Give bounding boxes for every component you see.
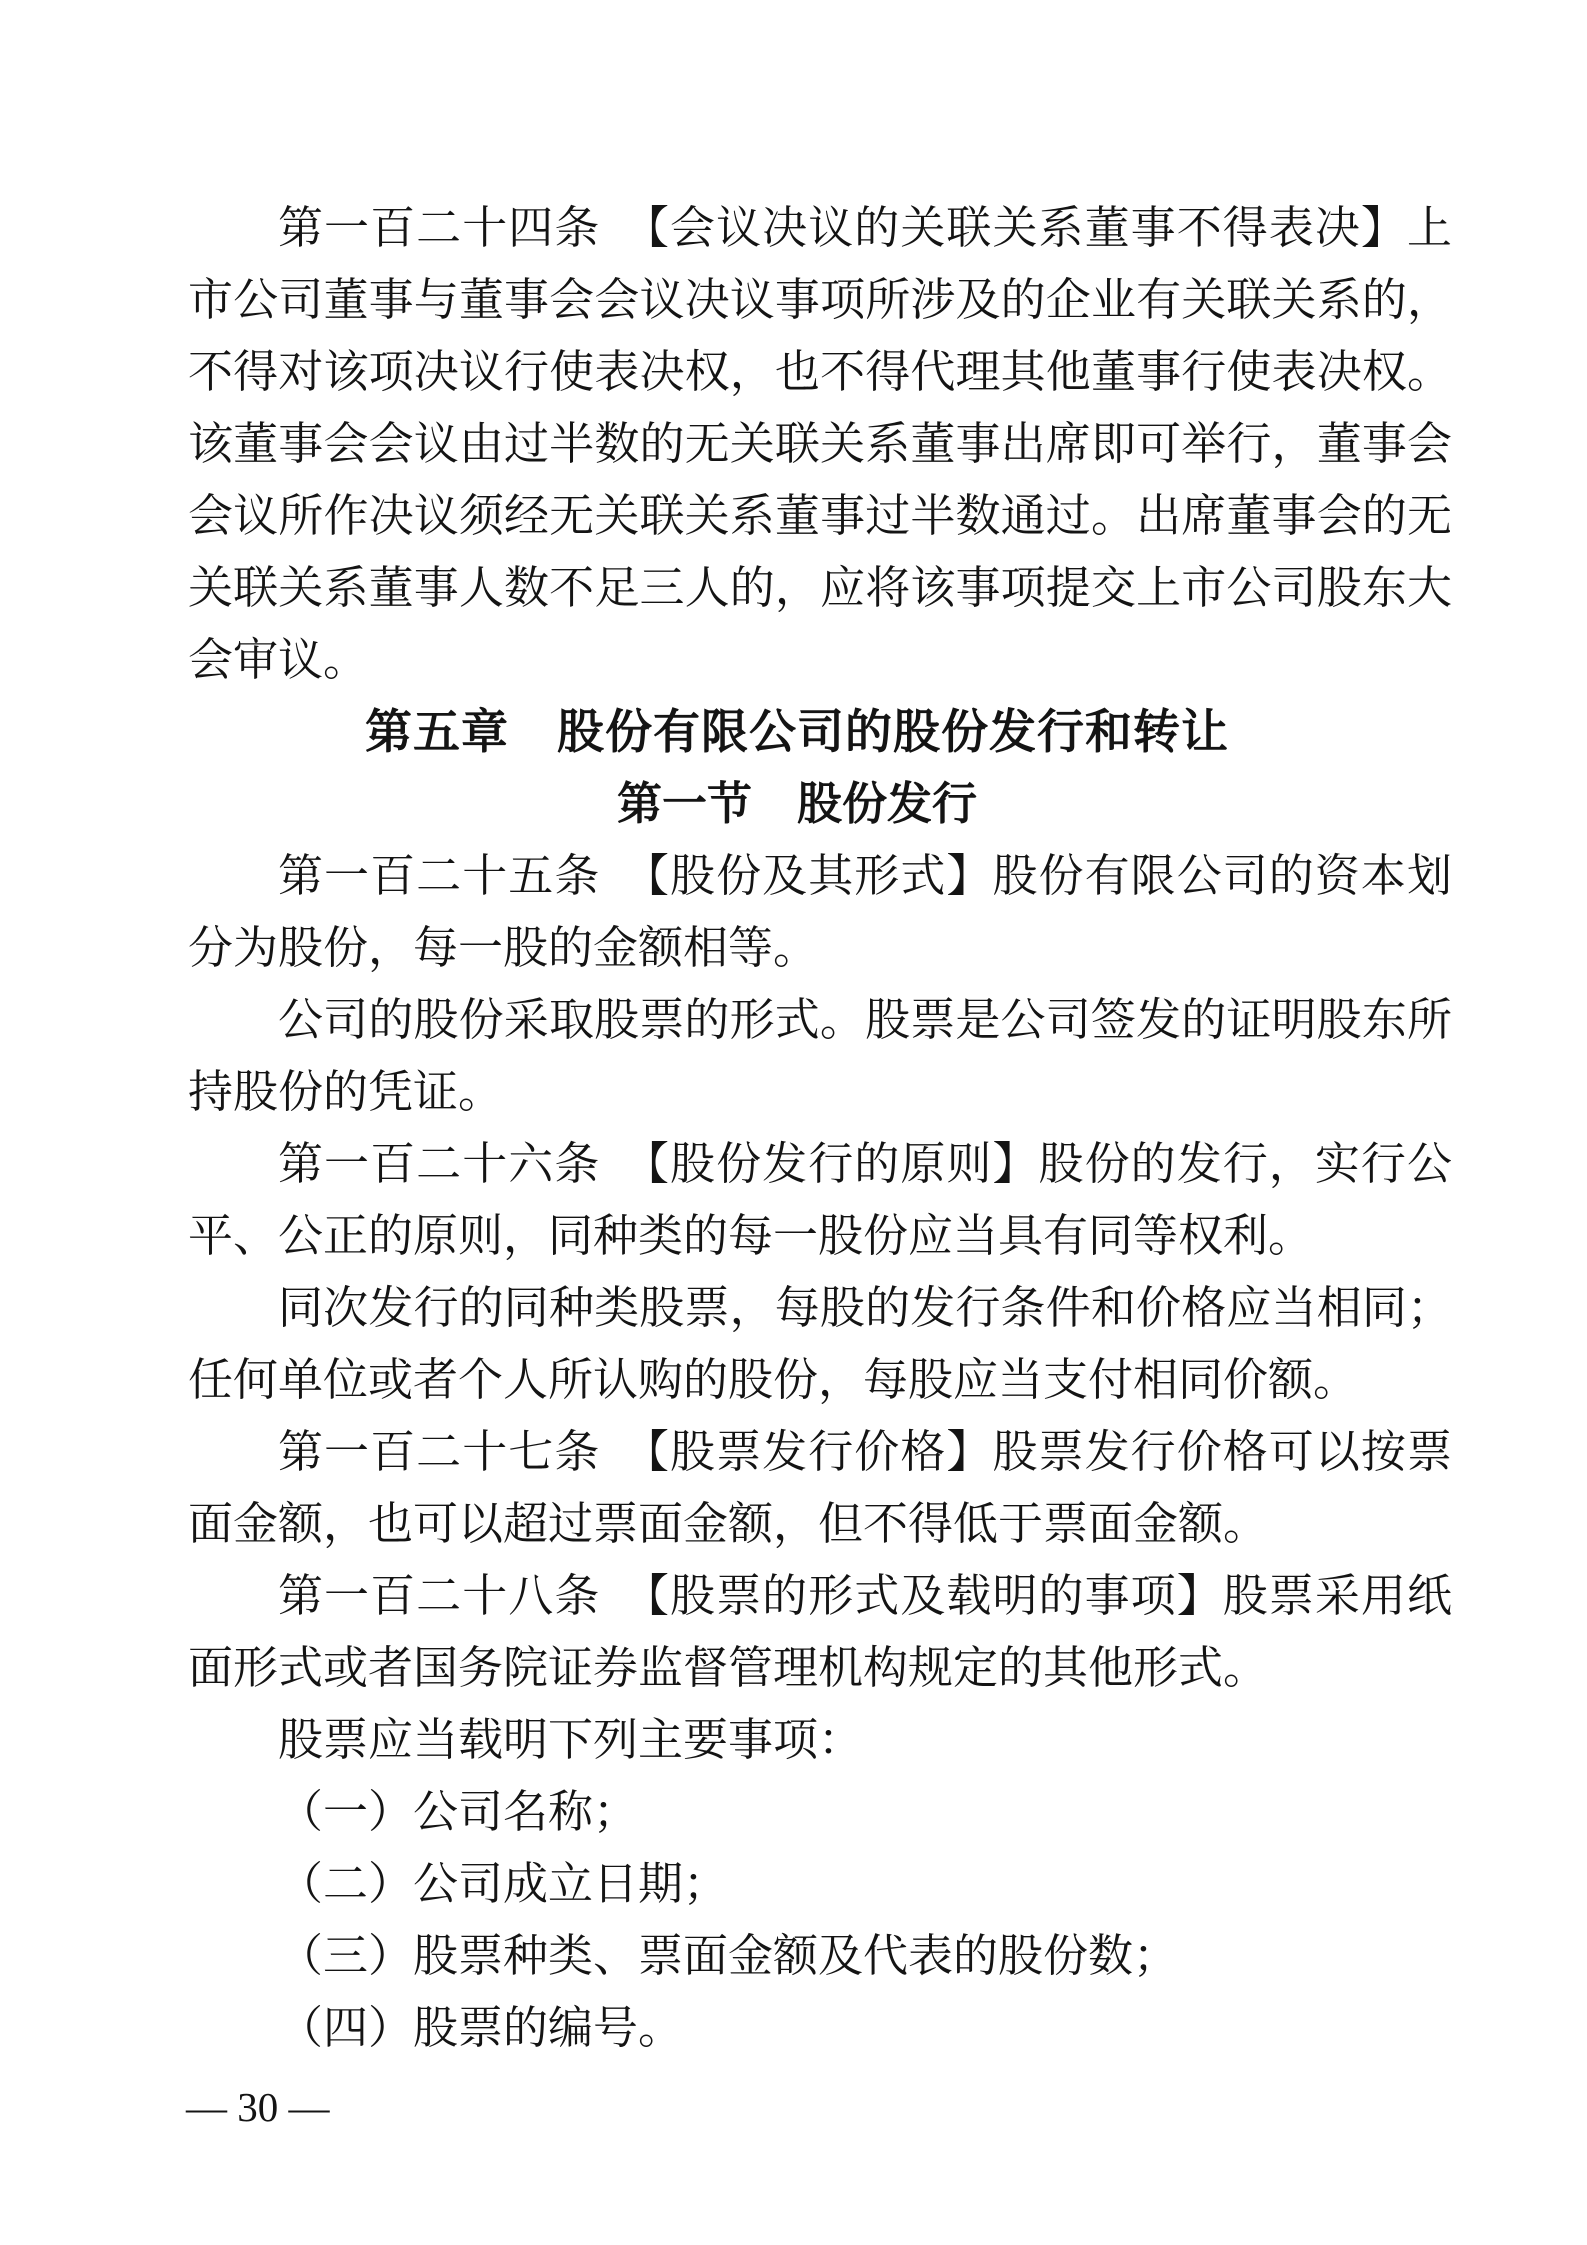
chapter-5-heading: 第五章 股份有限公司的股份发行和转让 bbox=[365, 705, 1229, 758]
article-125-paragraph: 第一百二十五条 【股份及其形式】股份有限公司的资本划分为股份，每一股的金额相等。 bbox=[188, 851, 1452, 973]
list-item-3: （三）股票种类、票面金额及代表的股份数； bbox=[278, 1931, 1179, 1981]
article-124-paragraph: 第一百二十四条 【会议决议的关联关系董事不得表决】上市公司董事与董事会会议决议事项所涉及的企业有关联关系的，不得对该项决议行使表决权，也不得代理其他董事行使表决权。该董事会会议由过半数的无关联关系董事出席即可举行，董事会会议所作决议须经无关联关系董事过半数通过。出席董事会的无关联关系董事人数不足三人的，应将该事项提交上市公司股东大会审议。 bbox=[188, 203, 1452, 685]
article-126-paragraph-2: 同次发行的同种类股票，每股的发行条件和价格应当相同；任何单位或者个人所认购的股份，每股应当支付相同价额。 bbox=[188, 1283, 1452, 1405]
article-128-intro-line: 股票应当载明下列主要事项： bbox=[278, 1715, 864, 1765]
list-item-2: （二）公司成立日期； bbox=[278, 1859, 729, 1909]
article-125-paragraph-2: 公司的股份采取股票的形式。股票是公司签发的证明股东所持股份的凭证。 bbox=[188, 995, 1452, 1117]
article-126-paragraph: 第一百二十六条 【股份发行的原则】股份的发行，实行公平、公正的原则，同种类的每一股份应当具有同等权利。 bbox=[188, 1139, 1452, 1261]
document-body bbox=[188, 192, 1452, 2064]
page-number: — 30 — bbox=[186, 2084, 330, 2130]
article-127-paragraph: 第一百二十七条 【股票发行价格】股票发行价格可以按票面金额，也可以超过票面金额，但不得低于票面金额。 bbox=[188, 1427, 1452, 1549]
article-128-paragraph: 第一百二十八条 【股票的形式及载明的事项】股票采用纸面形式或者国务院证券监督管理机构规定的其他形式。 bbox=[188, 1571, 1452, 1693]
list-item-1: （一）公司名称； bbox=[278, 1787, 639, 1837]
section-1-heading: 第一节 股份发行 bbox=[616, 779, 977, 829]
list-item-4: （四）股票的编号。 bbox=[278, 2003, 684, 2053]
